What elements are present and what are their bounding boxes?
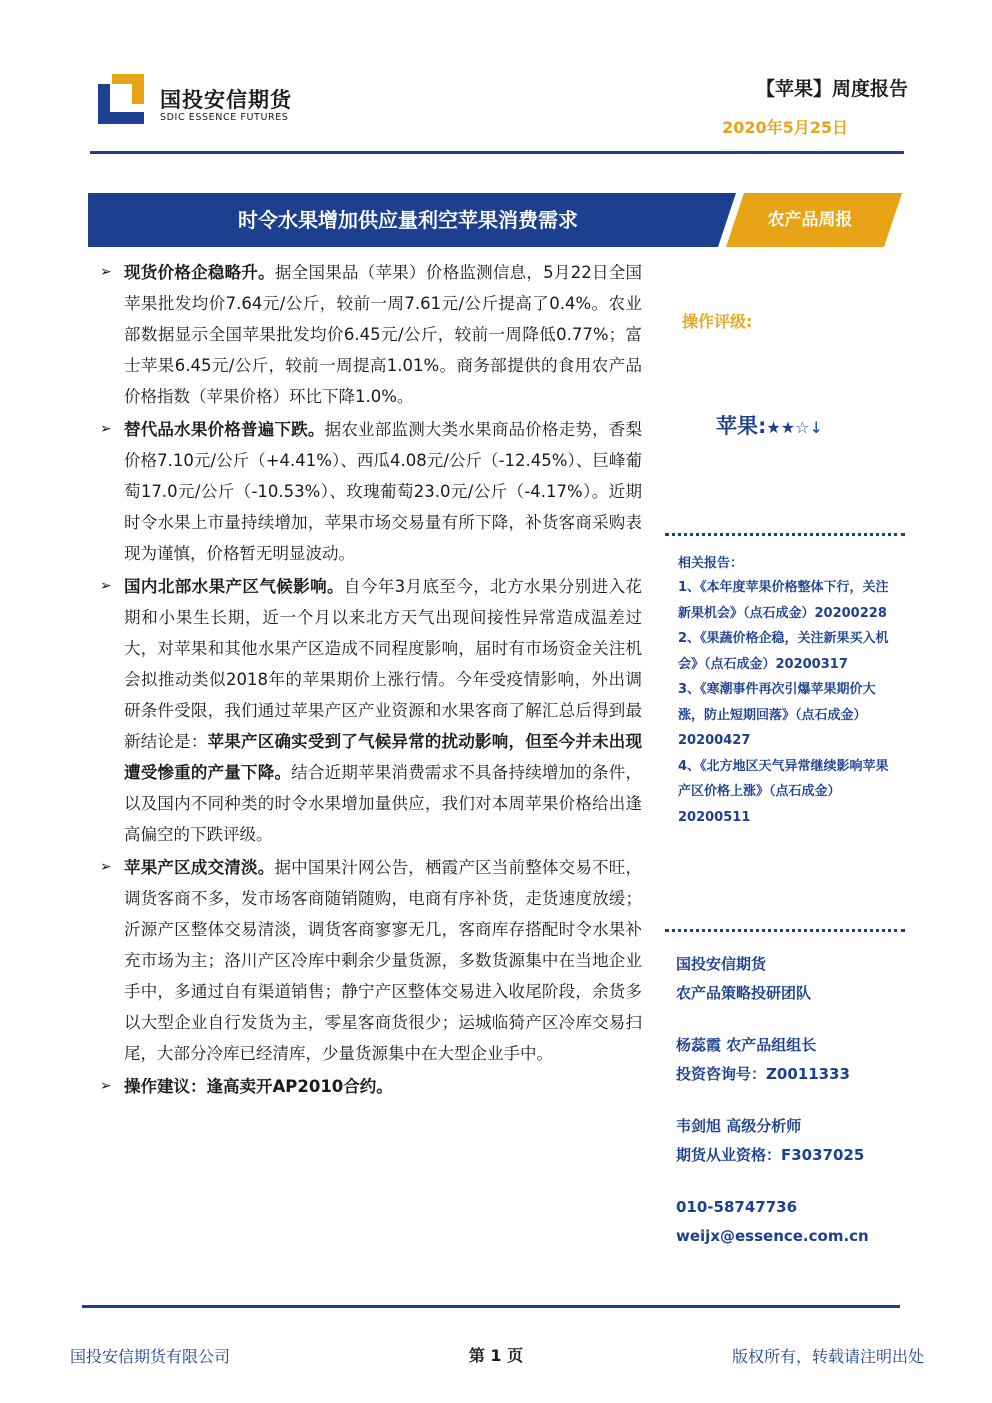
header-divider [90,151,904,154]
bullet-heading: 现货价格企稳略升。 [124,263,275,282]
rating-stars-icon: ★★☆↓ [766,418,823,437]
bullet-body: 据全国果品（苹果）价格监测信息，5月22日全国苹果批发均价7.64元/公斤，较前一周7.61元/公斤提高了0.4%。农业部数据显示全国苹果批发均价6.45元/公斤，较前一周降低0.77%；富士苹果6.45元/公斤，较前一周提高1.01%。商务部提供的食用农产品价格指数（苹果价格）环比下降1.0%。 [124,263,642,406]
bullet-spot-price [100,257,642,412]
page-number: 第 1 页 [468,1346,524,1365]
contact-email-link[interactable]: weijx@essence.com.cn [676,1227,869,1245]
contact-team: 农产品策略投研团队 [676,984,812,1002]
footer-company: 国投安信期货有限公司 [70,1347,231,1366]
bullet-trading-volume [100,852,642,1069]
bullet-arrow-icon: ➢ [100,421,112,437]
analyst-2: 韦剑旭 高级分析师 [676,1117,802,1135]
analyst-2-license: 期货从业资格：F3037025 [676,1146,865,1164]
report-category-tag: 农产品周报 [767,210,853,230]
bullet-arrow-icon: ➢ [100,264,112,280]
contact-company: 国投安信期货 [676,955,767,973]
bullet-heading: 国内北部水果产区气候影响。 [124,577,344,596]
bullet-arrow-icon: ➢ [100,578,112,594]
bullet-trading-advice [100,1071,642,1102]
main-content [100,257,642,1104]
related-reports [678,553,893,830]
bullet-weather-impact [100,571,642,850]
analyst-1: 杨蕊霞 农产品组组长 [676,1036,817,1054]
report-date: 2020年5月25日 [722,118,848,137]
bullet-arrow-icon: ➢ [100,859,112,875]
bullet-body: 据农业部监测大类水果商品价格走势，香梨价格7.10元/公斤（+4.41%）、西瓜4.08元/公斤（-12.45%）、巨峰葡萄17.0元/公斤（-10.53%）、玫瑰葡萄23.0元/公斤（-4.17%）。近期时令水果上市量持续增加，苹果市场交易量有所下降，补货客商采购表现为谨慎，价格暂无明显波动。 [124,420,643,563]
bullet-substitute-fruit [100,414,642,569]
related-report-item[interactable]: 4、《北方地区天气异常继续影响苹果产区价格上涨》（点石成金）20200511 [678,758,889,825]
sidebar-divider [665,929,905,932]
bullet-heading: 苹果产区成交清淡。 [124,858,275,877]
rating-product: 苹果: [716,414,767,438]
bullet-body: 自今年3月底至今，北方水果分别进入花期和小果生长期，近一个月以来北方天气出现间接性异常造成温差过大，对苹果和其他水果产区造成不同程度影响，届时有市场资金关注机会拟推动类似2018年的苹果期价上涨行情。今年受疫情影响，外出调研条件受限，我们通过苹果产区产业资源和水果客商了解汇总后得到最新结论是： [124,577,643,751]
bullet-emphasis: 苹果产区确实受到了气候异常的扰动影响，但至今并未出现遭受惨重的产量下降。 [124,732,643,782]
contact-phone[interactable]: 010-58747736 [676,1198,798,1216]
company-logo-icon [98,74,144,124]
analyst-1-license: 投资咨询号：Z0011333 [676,1065,850,1083]
footer-divider [82,1305,900,1308]
related-report-item[interactable]: 1、《本年度苹果价格整体下行，关注新果机会》（点石成金）20200228 [678,580,889,621]
bullet-arrow-icon: ➢ [100,1078,112,1094]
related-reports-title: 相关报告： [678,556,744,571]
sidebar-divider [665,533,905,536]
rating-label: 操作评级: [682,312,753,331]
report-type: 【苹果】周度报告 [755,78,908,100]
company-name-en: SDIC ESSENCE FUTURES [160,112,289,123]
related-report-item[interactable]: 2、《果蔬价格企稳，关注新果买入机会》（点石成金）20200317 [678,631,889,672]
bullet-body: 据中国果汁网公告，栖霞产区当前整体交易不旺，调货客商不多，发市场客商随销随购，电商有序补货，走货速度放缓；沂源产区整体交易清淡，调货客商寥寥无几，客商库存搭配时令水果补充市场为主；洛川产区冷库中剩余少量货源，多数货源集中在当地企业手中，多通过自有渠道销售；静宁产区整体交易进入收尾阶段，余货多以大型企业自行发货为主，零星客商货很少；运城临猗产区冷库交易扫尾，大部分冷库已经清库，少量货源集中在大型企业手中。 [124,858,643,1063]
bullet-heading: 操作建议：逢高卖开AP2010合约。 [124,1077,393,1096]
report-title: 时令水果增加供应量利空苹果消费需求 [238,208,578,232]
company-name-cn: 国投安信期货 [160,88,292,112]
footer-copyright: 版权所有，转载请注明出处 [731,1347,924,1366]
contact-block [676,950,906,1251]
rating-row [716,410,823,440]
bullet-tail: 结合近期苹果消费需求不具备持续增加的条件，以及国内不同种类的时令水果增加量供应，我们对本周苹果价格给出逢高偏空的下跌评级。 [124,763,643,844]
related-report-item[interactable]: 3、《寒潮事件再次引爆苹果期价大涨，防止短期回落》（点石成金）20200427 [678,682,876,748]
bullet-heading: 替代品水果价格普遍下跌。 [124,420,325,439]
